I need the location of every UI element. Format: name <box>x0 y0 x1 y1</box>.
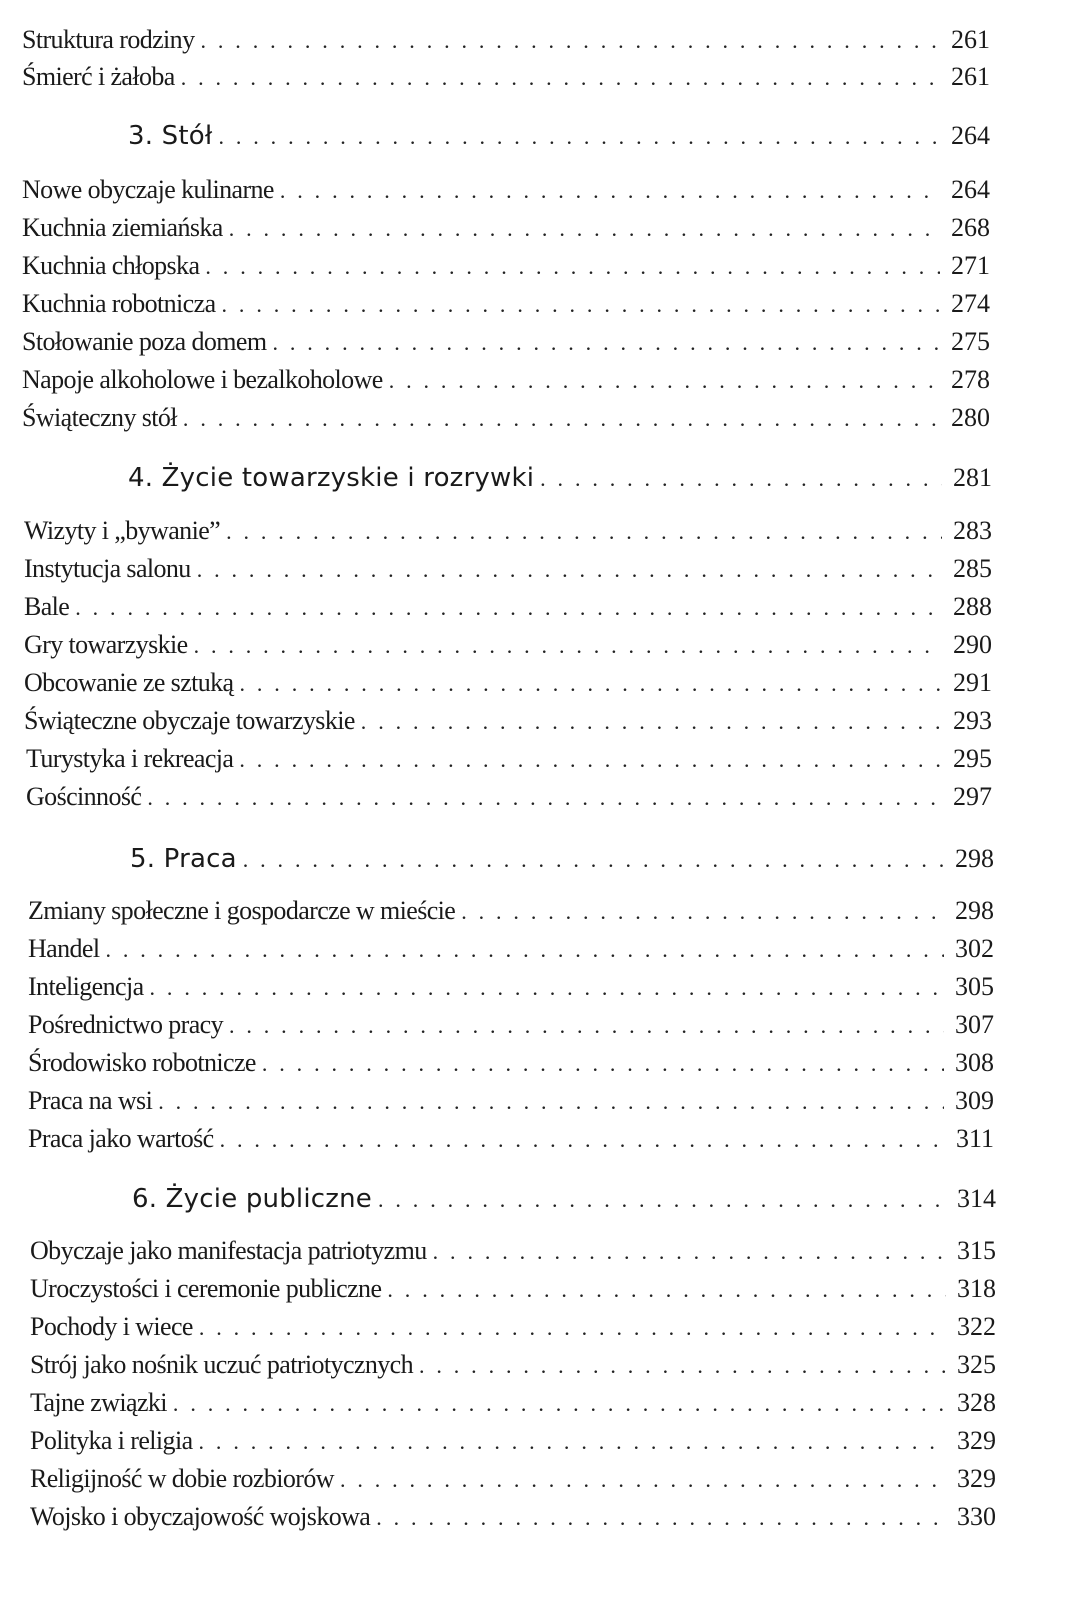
dot-leader <box>340 1465 946 1495</box>
entry-title: Kuchnia ziemiańska <box>22 213 223 242</box>
toc-entry <box>26 744 992 775</box>
page-number: 281 <box>953 463 992 492</box>
page-number: 311 <box>955 1124 994 1153</box>
page-number: 293 <box>953 706 992 735</box>
chapter-title: 6. Życie publiczne <box>132 1184 372 1214</box>
entry-title: Bale <box>24 592 70 621</box>
toc-entry <box>30 1464 996 1495</box>
entry-title: Kuchnia chłopska <box>22 251 200 280</box>
dot-leader <box>419 1351 946 1381</box>
dot-leader <box>280 176 940 206</box>
entry-title: Polityka i religia <box>30 1426 193 1455</box>
entry-title: Instytucja salonu <box>24 554 191 583</box>
toc-entry <box>24 516 992 547</box>
entry-title: Stołowanie poza domem <box>22 327 267 356</box>
toc-entry <box>28 1010 994 1041</box>
page-number: 297 <box>953 782 992 811</box>
page-number: 261 <box>951 62 990 91</box>
dot-leader <box>183 404 940 434</box>
page-number: 318 <box>957 1274 996 1303</box>
dot-leader <box>229 1011 944 1041</box>
dot-leader <box>150 973 944 1003</box>
chapter-title: 5. Praca <box>130 844 237 874</box>
toc-entry <box>22 365 990 396</box>
page-number: 283 <box>953 516 992 545</box>
toc-entry <box>28 896 994 927</box>
dot-leader <box>194 631 942 661</box>
toc-entry <box>22 62 990 93</box>
toc-entry <box>22 403 990 434</box>
page-number: 329 <box>957 1426 996 1455</box>
dot-leader <box>201 26 941 56</box>
chapter-heading <box>128 121 990 152</box>
chapter-heading <box>130 844 994 875</box>
dot-leader <box>243 845 944 875</box>
entry-title: Środowisko robotnicze <box>28 1048 256 1077</box>
dot-leader <box>378 1185 946 1215</box>
entry-title: Struktura rodziny <box>22 25 195 54</box>
entry-title: Pochody i wiece <box>30 1312 193 1341</box>
toc-entry <box>28 972 994 1003</box>
dot-leader <box>220 1125 944 1155</box>
page-number: 322 <box>957 1312 996 1341</box>
entry-title: Zmiany społeczne i gospodarcze w mieście <box>28 896 456 925</box>
dot-leader <box>239 745 942 775</box>
toc-entry <box>28 1048 994 1079</box>
toc-entry <box>28 934 994 965</box>
entry-title: Uroczystości i ceremonie publiczne <box>30 1274 382 1303</box>
page-number: 305 <box>955 972 994 1001</box>
toc-entry <box>22 251 990 282</box>
toc-entry <box>22 327 990 358</box>
entry-title: Świąteczne obyczaje towarzyskie <box>24 706 355 735</box>
dot-leader <box>222 290 940 320</box>
toc-entry <box>24 630 992 661</box>
page-number: 314 <box>957 1184 996 1213</box>
dot-leader <box>105 935 944 965</box>
entry-title: Śmierć i żałoba <box>22 62 175 91</box>
entry-title: Obyczaje jako manifestacja patriotyzmu <box>30 1236 427 1265</box>
entry-title: Wojsko i obyczajowość wojskowa <box>30 1502 371 1531</box>
page-number: 325 <box>957 1350 996 1379</box>
page-number: 307 <box>955 1010 994 1039</box>
toc-entry <box>24 592 992 623</box>
page-number: 274 <box>951 289 990 318</box>
toc-entry <box>30 1350 996 1381</box>
page-number: 298 <box>955 844 994 873</box>
dot-leader <box>389 366 940 396</box>
entry-title: Tajne związki <box>30 1388 167 1417</box>
page-number: 295 <box>953 744 992 773</box>
dot-leader <box>158 1087 944 1117</box>
entry-title: Turystyka i rekreacja <box>26 744 234 773</box>
toc-entry <box>30 1426 996 1457</box>
page-number: 275 <box>951 327 990 356</box>
page-number: 328 <box>957 1388 996 1417</box>
entry-title: Świąteczny stół <box>22 403 177 432</box>
page-number: 271 <box>951 251 990 280</box>
dot-leader <box>181 63 940 93</box>
page-number: 330 <box>957 1502 996 1531</box>
dot-leader <box>199 1427 946 1457</box>
page-number: 268 <box>951 213 990 242</box>
toc-entry <box>30 1312 996 1343</box>
toc-entry <box>22 175 990 206</box>
toc-entry <box>22 289 990 320</box>
page-number: 290 <box>953 630 992 659</box>
toc-entry <box>30 1388 996 1419</box>
entry-title: Handel <box>28 934 100 963</box>
toc-entry <box>30 1502 996 1533</box>
chapter-heading <box>132 1184 996 1215</box>
dot-leader <box>361 707 942 737</box>
toc-entry <box>24 554 992 585</box>
page-number: 280 <box>951 403 990 432</box>
page-number: 291 <box>953 668 992 697</box>
entry-title: Praca na wsi <box>28 1086 153 1115</box>
entry-title: Pośrednictwo pracy <box>28 1010 223 1039</box>
toc-entry <box>30 1274 996 1305</box>
entry-title: Kuchnia robotnicza <box>22 289 216 318</box>
dot-leader <box>229 214 940 244</box>
toc-entry <box>24 668 992 699</box>
dot-leader <box>173 1389 946 1419</box>
dot-leader <box>433 1237 946 1267</box>
entry-title: Religijność w dobie rozbiorów <box>30 1464 334 1493</box>
entry-title: Nowe obyczaje kulinarne <box>22 175 274 204</box>
dot-leader <box>197 555 942 585</box>
chapter-heading <box>128 463 992 494</box>
toc-entry <box>30 1236 996 1267</box>
dot-leader <box>540 464 942 494</box>
dot-leader <box>218 122 940 152</box>
toc-entry <box>22 213 990 244</box>
entry-title: Gry towarzyskie <box>24 630 188 659</box>
dot-leader <box>226 517 942 547</box>
page-number: 302 <box>955 934 994 963</box>
page-number: 309 <box>955 1086 994 1115</box>
page-number: 264 <box>951 175 990 204</box>
dot-leader <box>387 1275 946 1305</box>
dot-leader <box>205 252 940 282</box>
toc-entry <box>22 25 990 56</box>
page-number: 288 <box>953 592 992 621</box>
entry-title: Gościnność <box>26 782 142 811</box>
chapter-title: 3. Stół <box>128 121 213 151</box>
dot-leader <box>272 328 940 358</box>
dot-leader <box>199 1313 946 1343</box>
entry-title: Strój jako nośnik uczuć patriotycznych <box>30 1350 413 1379</box>
entry-title: Praca jako wartość <box>28 1124 214 1153</box>
page-number: 261 <box>951 25 990 54</box>
page-number: 329 <box>957 1464 996 1493</box>
entry-title: Inteligencja <box>28 972 144 1001</box>
dot-leader <box>461 897 944 927</box>
dot-leader <box>240 669 943 699</box>
page-number: 264 <box>951 121 990 150</box>
chapter-title: 4. Życie towarzyskie i rozrywki <box>128 463 535 493</box>
toc-entry <box>24 706 992 737</box>
entry-title: Wizyty i „bywanie” <box>24 516 221 545</box>
page-number: 278 <box>951 365 990 394</box>
entry-title: Napoje alkoholowe i bezalkoholowe <box>22 365 383 394</box>
toc-entry <box>28 1086 994 1117</box>
page-number: 315 <box>957 1236 996 1265</box>
page-number: 308 <box>955 1048 994 1077</box>
dot-leader <box>147 783 942 813</box>
dot-leader <box>376 1503 946 1533</box>
toc-entry <box>26 782 992 813</box>
entry-title: Obcowanie ze sztuką <box>24 668 234 697</box>
page-number: 298 <box>955 896 994 925</box>
toc-entry <box>28 1124 994 1155</box>
dot-leader <box>262 1049 944 1079</box>
dot-leader <box>75 593 942 623</box>
page-number: 285 <box>953 554 992 583</box>
